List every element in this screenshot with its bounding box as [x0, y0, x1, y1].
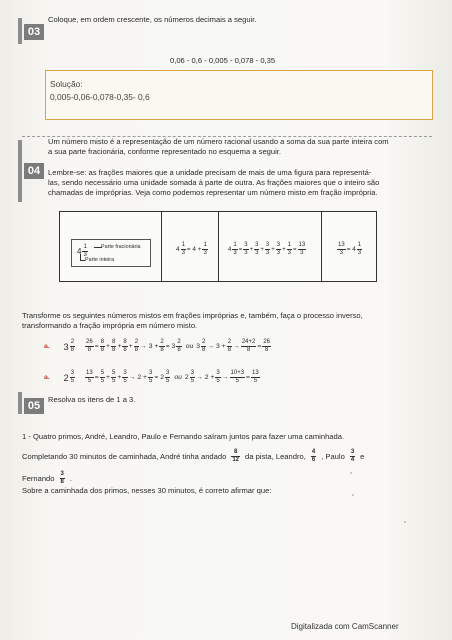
scan-speck	[350, 472, 352, 474]
label-fractional-part: Parte fracionária	[101, 244, 141, 250]
q05-item1-line3: Fernando $\frac{3}{8}$ .	[22, 471, 72, 485]
exercise-item-1: a. 3 $\frac{2}{8}$ $\frac{26}{8}$ = $\frac{8}{8}$ + $\frac{8}{8}$ + $\frac{8}{8}$ + $\frac{2}{8}$ → 3 + $\frac{2}{8}$ = 3 $\frac{2}{8}$ ou 3 $\frac{2}{8}$ → 3 + $\frac{2}{8}$ → $\frac{24+2}{8}$ = $\frac{26}{8}$	[44, 339, 271, 353]
question-bar-03	[18, 18, 22, 44]
q04-instruction-line1: Transforme os seguintes números mistos em frações impróprias e, também, faça o processo inverso,	[22, 311, 363, 320]
q05-item1-line2: Completando 30 minutos de caminhada, André tinha andado $\frac{8}{12}$ da pista, Leandro, $\frac{4}{6}$ , Paulo $\frac{3}{4}$ e	[22, 449, 365, 463]
q04-instruction-line2: transformando a fração imprópria em número misto.	[22, 321, 198, 330]
q04-para2-line3: chamadas de impróprias. Veja como podemos representar um número misto em fração imprópria.	[48, 188, 378, 197]
q05-item1-line4: Sobre a caminhada dos primos, nesses 30 minutos, é correto afirmar que:	[22, 486, 272, 495]
q04-para1-line1: Um número misto é a representação de um número racional usando a soma da sua parte inteira com	[48, 137, 389, 146]
mixed-number-diagram	[71, 239, 151, 267]
q03-numbers: 0,06 - 0,6 - 0,005 - 0,078 - 0,35	[170, 56, 276, 65]
exercise-item-2: a. 2 $\frac{3}{5}$ $\frac{13}{5}$ = $\frac{5}{5}$ + $\frac{5}{5}$ + $\frac{3}{5}$ → 2 + $\frac{3}{5}$ = 2 $\frac{3}{5}$ ou 2 $\frac{3}{5}$ → 2 + $\frac{3}{5}$ → $\frac{10+3}{5}$ = $\frac{13}{5}$	[44, 370, 259, 384]
table-divider	[218, 212, 219, 281]
table-divider	[321, 212, 322, 281]
solution-text: 0,005-0,06-0,078-0,35- 0,6	[50, 92, 150, 102]
solution-box	[45, 70, 433, 120]
question-badge-03: 03	[24, 24, 44, 40]
q05-item1-line1: 1 - Quatro primos, André, Leandro, Paulo e Fernando saíram juntos para fazer uma caminhada.	[22, 432, 345, 441]
scan-speck	[352, 494, 354, 496]
diagram-number: 4 $\frac{1}{3}$	[77, 244, 87, 258]
camscanner-watermark: Digitalizada com CamScanner	[291, 622, 399, 631]
question-badge-04: 04	[24, 163, 44, 179]
question-bar-05	[18, 392, 22, 414]
q05-prompt: Resolva os itens de 1 a 3.	[48, 395, 136, 404]
q04-para1-line2: a sua parte fracionária, conforme representado no esquema a seguir.	[48, 147, 282, 156]
q04-para2-line1: Lembre-se: as frações maiores que a unidade precisam de mais de uma figura para representá-	[48, 168, 372, 177]
question-badge-05: 05	[24, 398, 44, 414]
q04-para2-line2: las, sendo necessário uma unidade somada à parte de outra. As frações maiores que o inteiro são	[48, 178, 380, 187]
table-cell-expansion: 4 $\frac{1}{3}$ = $\frac{3}{3}$ + $\frac{3}{3}$ + $\frac{3}{3}$ + $\frac{3}{3}$ + $\frac{1}{3}$ = $\frac{13}{3}$	[228, 242, 306, 256]
table-divider	[161, 212, 162, 281]
table-cell-improper: $\frac{13}{3}$ = 4 $\frac{1}{3}$	[338, 242, 362, 256]
table-cell-sum: 4 $\frac{1}{3}$ = 4 + $\frac{1}{3}$	[176, 242, 207, 256]
label-integer-part: Parte inteira	[85, 257, 115, 263]
q03-prompt: Coloque, em ordem crescente, os números decimais a seguir.	[48, 15, 257, 24]
mixed-number-table	[59, 211, 377, 282]
solution-label: Solução:	[50, 79, 83, 89]
question-bar-04	[18, 140, 22, 202]
scan-speck	[404, 521, 406, 523]
